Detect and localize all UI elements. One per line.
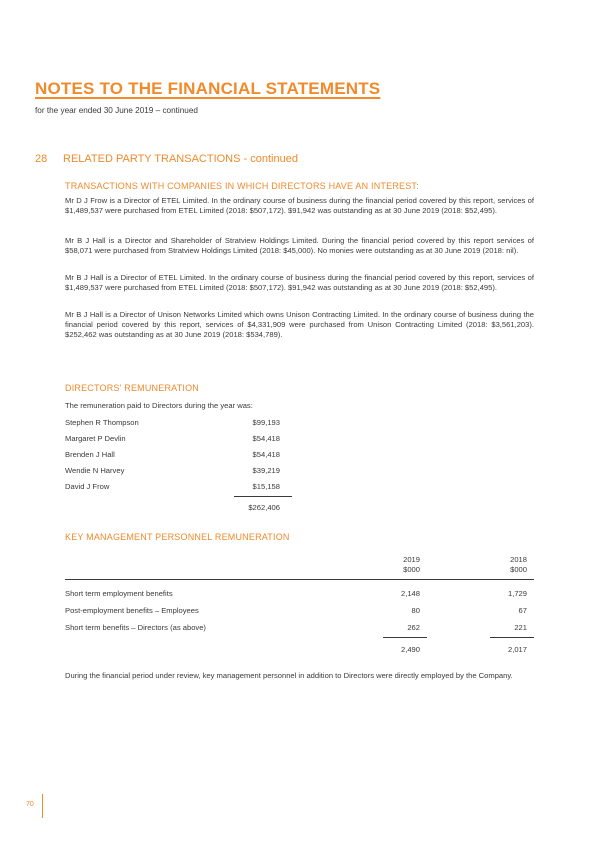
director-name: Wendie N Harvey [65,466,125,475]
page-number-rule [42,794,43,818]
kmp-value-2019: 262 [407,623,420,632]
director-name: Stephen R Thompson [65,418,139,427]
kmp-total-2019: 2,490 [400,645,420,654]
director-amount: $15,158 [252,482,280,491]
column-unit: $000 [403,565,420,574]
total-rule [490,637,534,638]
column-year: 2019 [403,555,420,564]
section-heading [35,153,298,165]
kmp-value-2018: 221 [514,623,527,632]
director-amount: $54,418 [252,434,280,443]
kmp-value-2018: 67 [518,606,527,615]
directors-total: $262,406 [248,503,280,512]
column-header-2018 [487,555,527,575]
kmp-row-label: Short term benefits – Directors (as above) [65,623,206,632]
column-header-2019 [380,555,420,575]
director-name: David J Frow [65,482,110,491]
kmp-value-2018: 1,729 [507,589,527,598]
director-amount: $99,193 [252,418,280,427]
transaction-paragraph: Mr B J Hall is a Director of ETEL Limited. In the ordinary course of business during the financial period covered by this report, services of $1,489,537 were purchased from ETEL Limited (2018: $507,172). $91,942 was outstanding as at 30 June 2019 (2018: $52,495). [65,273,534,292]
director-amount: $54,418 [252,450,280,459]
page-title: NOTES TO THE FINANCIAL STATEMENTS [35,79,381,98]
total-rule [383,637,427,638]
page-subtitle: for the year ended 30 June 2019 – continued [35,106,198,115]
section-title: RELATED PARTY TRANSACTIONS - continued [63,153,298,165]
transaction-paragraph: Mr B J Hall is a Director and Shareholder of Stratview Holdings Limited. During the financial period covered by this report services of $58,071 were purchased from Stratview Holdings Limited (2018: $45,000). No monies were outstanding as at 30 June 2019 (2018: nil). [65,236,534,255]
transaction-paragraph: Mr B J Hall is a Director of Unison Networks Limited which owns Unison Contracting Limited. In the ordinary course of business during the financial period covered by this report, services of $4,331,909 were purchased from Unison Contracting Limited (2018: $3,561,203). $252,462 was outstanding as at 30 June 2019 (2018: $534,789). [65,310,534,339]
header-rule [65,579,534,580]
transactions-heading: TRANSACTIONS WITH COMPANIES IN WHICH DIRECTORS HAVE AN INTEREST: [65,181,419,191]
kmp-value-2019: 2,148 [400,589,420,598]
transaction-paragraph: Mr D J Frow is a Director of ETEL Limited. In the ordinary course of business during the financial period covered by this report, services of $1,489,537 were purchased from ETEL Limited (2018: $507,172). $91,942 was outstanding as at 30 June 2019 (2018: $52,495). [65,196,534,215]
page-number: 70 [26,801,34,808]
kmp-total-2018: 2,017 [507,645,527,654]
kmp-row-label: Post-employment benefits – Employees [65,606,199,615]
column-unit: $000 [510,565,527,574]
column-year: 2018 [510,555,527,564]
directors-heading: DIRECTORS' REMUNERATION [65,383,199,393]
total-rule [234,496,292,497]
kmp-value-2019: 80 [411,606,420,615]
directors-intro: The remuneration paid to Directors during the year was: [65,401,253,410]
section-number: 28 [35,153,48,165]
director-name: Margaret P Devlin [65,434,126,443]
kmp-row-label: Short term employment benefits [65,589,173,598]
director-amount: $39,219 [252,466,280,475]
director-name: Brenden J Hall [65,450,115,459]
kmp-note: During the financial period under review, key management personnel in addition to Directors were directly employed by the Company. [65,671,513,680]
kmp-heading: KEY MANAGEMENT PERSONNEL REMUNERATION [65,532,290,542]
